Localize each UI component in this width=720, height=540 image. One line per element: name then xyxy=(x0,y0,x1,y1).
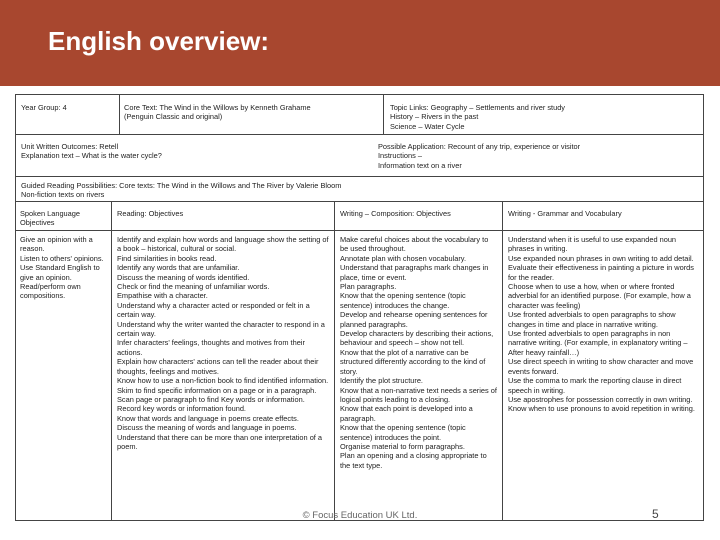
title-banner xyxy=(0,0,720,86)
rule-below-top-row xyxy=(15,134,704,135)
writing-composition-header: Writing – Composition: Objectives xyxy=(340,209,451,218)
page-title: English overview: xyxy=(48,26,270,56)
rule-below-outcomes xyxy=(15,176,704,177)
rule-col-3 xyxy=(502,201,503,521)
rule-col-2 xyxy=(334,201,335,521)
unit-written-outcomes: Unit Written Outcomes: Retell Explanation text – What is the water cycle? xyxy=(21,142,162,161)
grammar-vocabulary-body: Understand when it is useful to use expanded noun phrases in writing. Use expanded noun phrases in own writing to add detail. Evaluate their effectiveness in painting a picture in words for the reader. Choose when to use a how, when or where fronted adverbial for an identified purpose. (For example, how a character was feeling) Use fronted adverbials to open paragraphs to show changes in time and place in narrative writing. Use fronted adverbials to open paragraphs in non narrative writing. (For example, in explanatory writing – After heavy rainfall…) Use direct speech in writing to show character and move events forward. Use the comma to mark the reporting clause in direct speech in writing. Use apostrophes for possession correctly in own writing. Know when to use pronouns to avoid repetition in writing. xyxy=(508,235,695,414)
copyright-footer: © Focus Education UK Ltd. xyxy=(302,510,418,521)
grammar-vocabulary-header: Writing - Grammar and Vocabulary xyxy=(508,209,622,218)
topic-links-cell: Topic Links: Geography – Settlements and river study History – Rivers in the past Science – Water Cycle xyxy=(390,103,565,131)
rule-below-guided-reading xyxy=(15,201,704,202)
rule-below-column-headers xyxy=(15,230,704,231)
possible-application: Possible Application: Recount of any trip, experience or visitor Instructions – Information text on a river xyxy=(378,142,581,170)
core-text-cell: Core Text: The Wind in the Willows by Kenneth Grahame (Penguin Classic and original) xyxy=(124,103,311,122)
rule-top-col2 xyxy=(383,94,384,134)
spoken-language-header: Spoken Language Objectives xyxy=(20,209,81,228)
guided-reading-possibilities: Guided Reading Possibilities: Core texts: The Wind in the Willows and The River by Valerie Bloom Non-fiction texts on rivers xyxy=(21,181,342,200)
spoken-language-body: Give an opinion with a reason. Listen to others' opinions. Use Standard English to give an opinion. Read/perform own compositions. xyxy=(20,235,104,301)
rule-top-col1 xyxy=(119,94,120,134)
page-number: 5 xyxy=(652,507,659,521)
reading-objectives-header: Reading: Objectives xyxy=(117,209,184,218)
writing-composition-body: Make careful choices about the vocabulary to be used throughout. Annotate plan with chosen vocabulary. Understand that paragraphs mark changes in place, time or event. Plan paragraphs. Know that the opening sentence (topic sentence) introduces the change. Develop and rehearse opening sentences for planned paragraphs. Develop characters by describing their actions, behaviour and speech – show not tell. Know that the plot of a narrative can be structured differently according to the kind of story. Identify the plot structure. Know that a non-narrative text needs a series of logical points leading to a closing. Know that each point is developed into a paragraph. Know that the opening sentence (topic sentence) introduces the point. Organise material to form paragraphs. Plan an opening and a closing appropriate to the text type. xyxy=(340,235,497,470)
reading-objectives-body: Identify and explain how words and language show the setting of a book – historical, cultural or social. Find similarities in books read. Identify any words that are unfamiliar. Discuss the meaning of words identified. Check or find the meaning of unfamiliar words. Empathise with a character. Understand why a character acted or responded or felt in a certain way. Understand why the writer wanted the character to respond in a certain way. Infer characters' feelings, thoughts and motives from their actions. Explain how characters' actions can tell the reader about their thoughts, feelings and motives. Know how to use a non-fiction book to find identified information. Skim to find specific information on a page or in a paragraph. Scan page or paragraph to find Key words or information. Record key words or information found. Know that words and language in poems create effects. Discuss the meaning of words and language in poems. Understand that there can be more than one interpretation of a poem. xyxy=(117,235,329,451)
year-group-cell: Year Group: 4 xyxy=(21,103,67,112)
rule-col-1 xyxy=(111,201,112,521)
